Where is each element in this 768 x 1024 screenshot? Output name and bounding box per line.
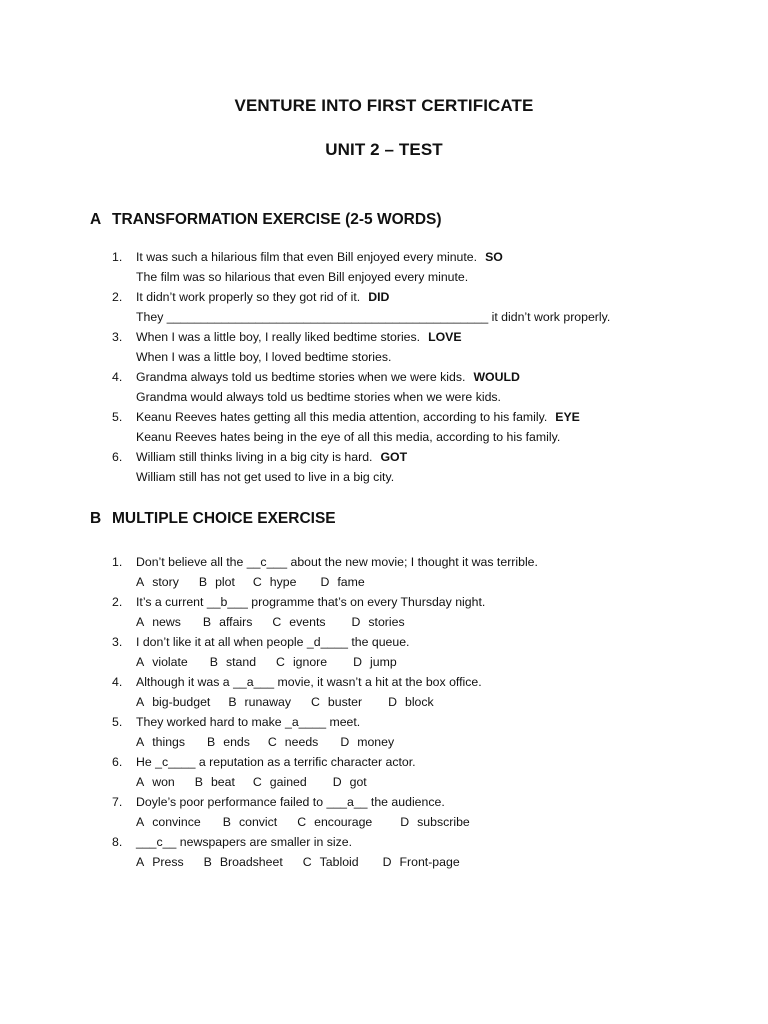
option-letter: A	[136, 655, 145, 669]
item-number: 8.	[112, 835, 123, 849]
option-letter: B	[194, 775, 203, 789]
mc-options	[136, 732, 538, 752]
item-number: 2.	[112, 290, 123, 304]
mc-options	[136, 692, 538, 712]
option-letter: A	[136, 855, 145, 869]
item-answer: Keanu Reeves hates being in the eye of all this media, according to his family.	[136, 430, 561, 444]
option-text: needs	[284, 735, 319, 749]
item-number: 4.	[112, 675, 123, 689]
item-answer: Grandma would always told us bedtime stories when we were kids.	[136, 390, 501, 404]
option-d	[320, 572, 364, 592]
item-number: 6.	[112, 450, 123, 464]
document-subtitle: UNIT 2 – TEST	[325, 140, 443, 159]
item-number: 3.	[112, 330, 123, 344]
transformation-list	[112, 247, 610, 487]
option-b	[207, 732, 250, 752]
option-text: stories	[368, 615, 405, 629]
option-letter: C	[302, 855, 312, 869]
item-number: 2.	[112, 595, 123, 609]
section-b-title: MULTIPLE CHOICE EXERCISE	[112, 510, 336, 527]
item-number: 1.	[112, 555, 123, 569]
item-answer: When I was a little boy, I loved bedtime stories.	[136, 350, 392, 364]
option-text: stand	[225, 655, 257, 669]
option-text: jump	[370, 655, 397, 669]
option-text: fame	[337, 575, 365, 589]
option-a	[136, 852, 184, 872]
mc-options	[136, 652, 538, 672]
option-c	[276, 652, 327, 672]
option-letter: C	[267, 735, 277, 749]
option-text: Press	[152, 855, 184, 869]
option-letter: C	[276, 655, 285, 669]
option-text: gained	[269, 775, 307, 789]
option-b	[199, 572, 235, 592]
option-letter: A	[136, 615, 145, 629]
option-letter: A	[136, 775, 145, 789]
mc-question: ___c__ newspapers are smaller in size.	[136, 835, 352, 849]
option-letter: D	[382, 855, 392, 869]
section-a-heading	[90, 211, 442, 229]
item-prompt-line	[136, 327, 610, 347]
option-d	[340, 732, 394, 752]
option-text: affairs	[219, 615, 253, 629]
option-a	[136, 572, 179, 592]
option-text: subscribe	[417, 815, 470, 829]
option-text: buster	[327, 695, 363, 709]
mc-item	[112, 632, 538, 672]
option-text: story	[152, 575, 179, 589]
item-keyword: WOULD	[473, 370, 520, 384]
option-text: things	[152, 735, 186, 749]
multiple-choice-list	[112, 552, 538, 872]
option-letter: C	[252, 775, 262, 789]
item-keyword: SO	[485, 250, 503, 264]
item-prompt: It was such a hilarious film that even Bill enjoyed every minute.	[136, 250, 478, 264]
item-number: 6.	[112, 755, 123, 769]
item-number: 3.	[112, 635, 123, 649]
option-letter: D	[340, 735, 350, 749]
option-letter: D	[400, 815, 410, 829]
option-text: violate	[152, 655, 188, 669]
option-letter: A	[136, 695, 145, 709]
option-text: ignore	[292, 655, 328, 669]
item-number: 5.	[112, 715, 123, 729]
mc-question: Don’t believe all the __c___ about the new movie; I thought it was terrible.	[136, 555, 538, 569]
item-number: 4.	[112, 370, 123, 384]
option-letter: B	[209, 655, 218, 669]
option-text: runaway	[244, 695, 292, 709]
option-text: hype	[269, 575, 297, 589]
option-letter: C	[311, 695, 320, 709]
option-c	[297, 812, 372, 832]
option-c	[253, 572, 297, 592]
option-a	[136, 652, 188, 672]
option-text: ends	[223, 735, 250, 749]
mc-question: He _c____ a reputation as a terrific character actor.	[136, 755, 416, 769]
option-c	[268, 732, 318, 752]
transformation-item	[112, 407, 610, 447]
item-prompt: It didn’t work properly so they got rid of it.	[136, 290, 361, 304]
mc-item	[112, 552, 538, 592]
option-c	[272, 612, 325, 632]
mc-options	[136, 612, 538, 632]
item-keyword: EYE	[555, 410, 580, 424]
item-prompt: William still thinks living in a big city is hard.	[136, 450, 373, 464]
mc-question: Doyle’s poor performance failed to ___a__ the audience.	[136, 795, 445, 809]
option-text: convince	[152, 815, 201, 829]
option-letter: D	[320, 575, 330, 589]
option-d	[383, 852, 460, 872]
option-c	[311, 692, 362, 712]
option-text: Front-page	[399, 855, 460, 869]
mc-options	[136, 812, 538, 832]
option-text: block	[404, 695, 434, 709]
option-c	[253, 772, 307, 792]
option-text: plot	[215, 575, 235, 589]
option-text: big-budget	[152, 695, 211, 709]
option-letter: A	[136, 815, 145, 829]
option-b	[228, 692, 291, 712]
transformation-item	[112, 327, 610, 367]
option-text: won	[152, 775, 175, 789]
option-letter: A	[136, 575, 145, 589]
mc-question: Although it was a __a___ movie, it wasn’t a hit at the box office.	[136, 675, 482, 689]
item-answer: The film was so hilarious that even Bill enjoyed every minute.	[136, 270, 469, 284]
option-text: beat	[210, 775, 235, 789]
option-b	[210, 652, 256, 672]
option-text: encourage	[314, 815, 373, 829]
option-d	[352, 612, 405, 632]
item-prompt: Keanu Reeves hates getting all this media attention, according to his family.	[136, 410, 548, 424]
option-a	[136, 772, 175, 792]
item-prompt-line	[136, 407, 610, 427]
item-prompt: Grandma always told us bedtime stories when we were kids.	[136, 370, 466, 384]
mc-question: They worked hard to make _a____ meet.	[136, 715, 361, 729]
option-letter: A	[136, 735, 145, 749]
option-letter: D	[353, 655, 363, 669]
option-d	[388, 692, 434, 712]
option-letter: B	[207, 735, 216, 749]
option-d	[333, 772, 367, 792]
option-letter: D	[332, 775, 342, 789]
option-text: events	[289, 615, 326, 629]
item-prompt-line	[136, 287, 610, 307]
transformation-item	[112, 287, 610, 327]
option-letter: D	[351, 615, 361, 629]
section-b-heading	[90, 510, 336, 528]
option-letter: B	[202, 615, 212, 629]
option-letter: B	[203, 855, 212, 869]
option-c	[303, 852, 359, 872]
option-text: Tabloid	[319, 855, 359, 869]
item-prompt-line	[136, 247, 610, 267]
option-letter: B	[228, 695, 237, 709]
mc-item	[112, 592, 538, 632]
section-a-title: TRANSFORMATION EXERCISE (2-5 WORDS)	[112, 211, 442, 228]
option-a	[136, 732, 185, 752]
option-d	[353, 652, 397, 672]
option-b	[204, 852, 283, 872]
item-number: 7.	[112, 795, 123, 809]
mc-item	[112, 712, 538, 752]
option-text: convict	[238, 815, 278, 829]
transformation-item	[112, 247, 610, 287]
option-b	[195, 772, 235, 792]
item-prompt: When I was a little boy, I really liked bedtime stories.	[136, 330, 421, 344]
option-letter: C	[272, 615, 282, 629]
option-text: money	[357, 735, 395, 749]
option-b	[203, 612, 252, 632]
item-keyword: DID	[368, 290, 390, 304]
item-answer: They _______________________________________________ it didn’t work properly.	[136, 310, 611, 324]
mc-question: I don’t like it at all when people _d____ the queue.	[136, 635, 410, 649]
mc-options	[136, 772, 538, 792]
option-letter: B	[222, 815, 231, 829]
option-a	[136, 692, 210, 712]
mc-item	[112, 672, 538, 712]
item-keyword: GOT	[380, 450, 408, 464]
mc-item	[112, 752, 538, 792]
transformation-item	[112, 447, 610, 487]
item-number: 1.	[112, 250, 123, 264]
item-number: 5.	[112, 410, 123, 424]
document-title: VENTURE INTO FIRST CERTIFICATE	[234, 96, 534, 115]
mc-question: It’s a current __b___ programme that’s on every Thursday night.	[136, 595, 486, 609]
mc-item	[112, 832, 538, 872]
option-b	[223, 812, 277, 832]
option-text: news	[152, 615, 181, 629]
mc-options	[136, 572, 538, 592]
section-b-letter: B	[90, 510, 102, 527]
option-a	[136, 812, 201, 832]
section-a-letter: A	[90, 211, 102, 228]
mc-item	[112, 792, 538, 832]
option-letter: B	[198, 575, 208, 589]
item-answer: William still has not get used to live in a big city.	[136, 470, 395, 484]
item-prompt-line	[136, 447, 610, 467]
mc-options	[136, 852, 538, 872]
item-keyword: LOVE	[428, 330, 462, 344]
option-letter: D	[388, 695, 397, 709]
option-letter: C	[252, 575, 262, 589]
option-a	[136, 612, 181, 632]
option-letter: C	[297, 815, 307, 829]
option-d	[400, 812, 470, 832]
transformation-item	[112, 367, 610, 407]
item-prompt-line	[136, 367, 610, 387]
option-text: Broadsheet	[219, 855, 283, 869]
option-text: got	[349, 775, 367, 789]
